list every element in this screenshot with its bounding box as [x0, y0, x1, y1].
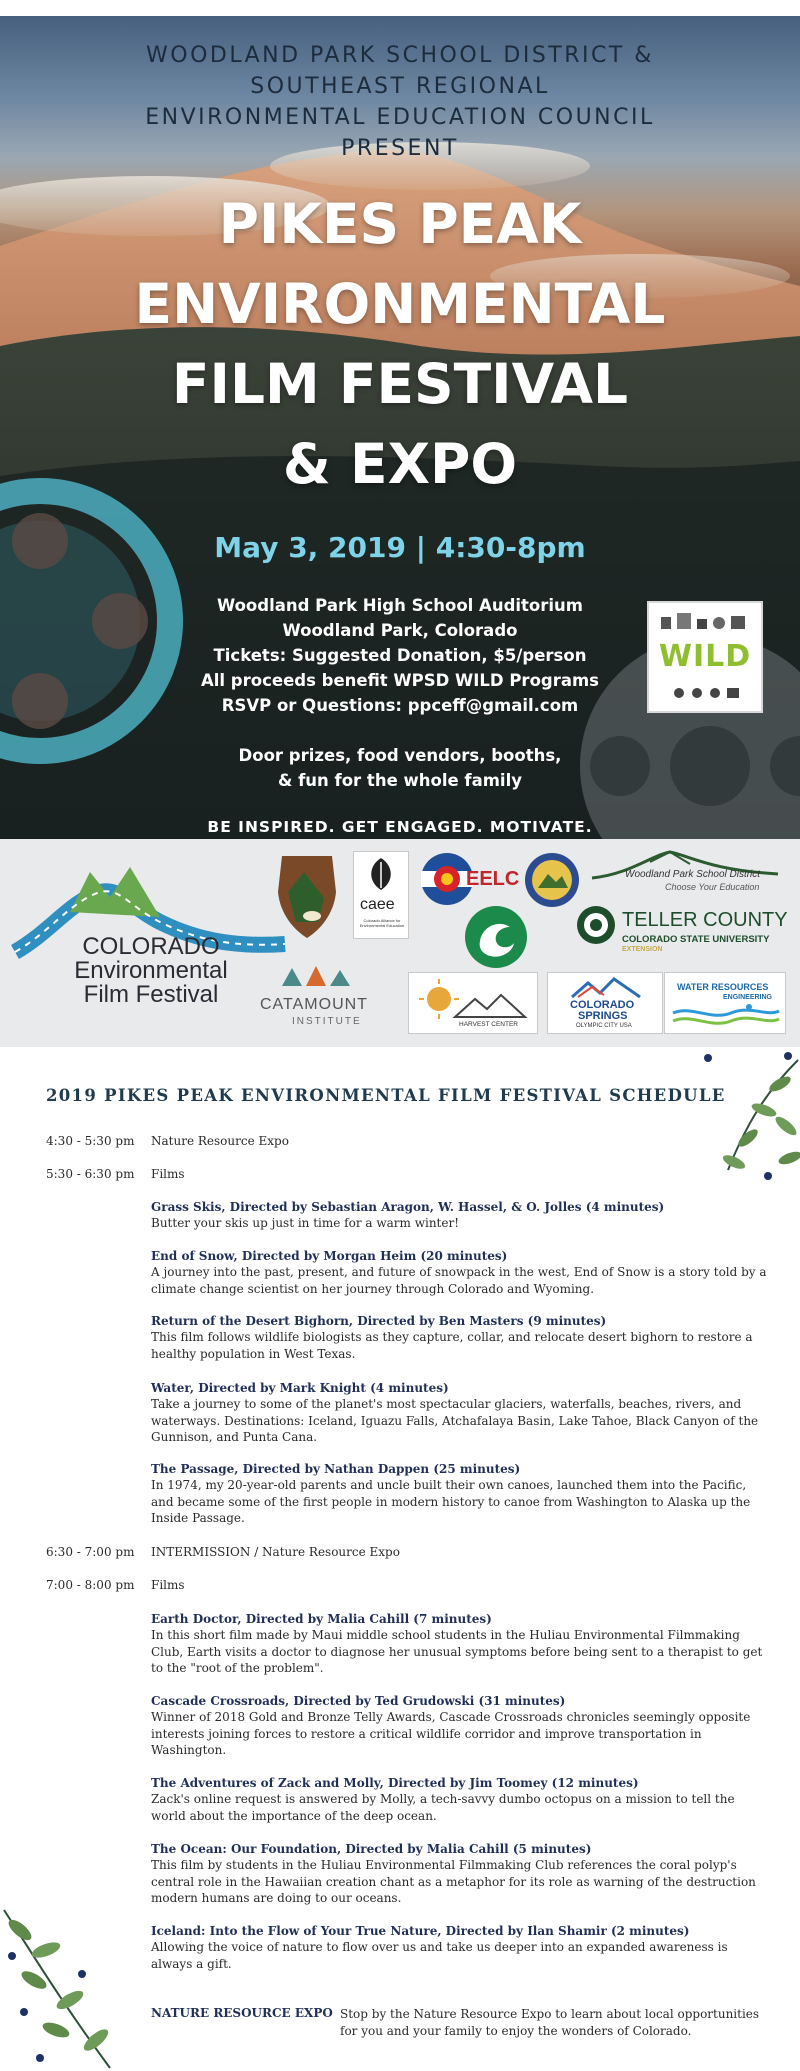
eelc-text: EELC [466, 868, 520, 890]
film-description: In 1974, my 20-year-old parents and uncle built their own canoes, launched them into the Pacific, and became some of the first people in modern history to canoe from Washington to Alaska up the Inside Passage. [151, 1478, 751, 1525]
csu-ram-icon [576, 905, 616, 945]
extras-line: Door prizes, food vendors, booths, [238, 746, 562, 765]
event-info [160, 593, 640, 718]
colorado-wild-badge-icon [524, 852, 580, 908]
springs-title: COLORADO [570, 999, 635, 1011]
wpsd-subtext: Choose Your Education [665, 882, 760, 892]
slot-activity: Films [151, 1578, 185, 1592]
presenter-line: ENVIRONMENTAL EDUCATION COUNCIL [145, 105, 655, 130]
rsvp-contact[interactable]: RSVP or Questions: ppceff@gmail.com [221, 696, 579, 715]
hero-banner [0, 16, 800, 839]
top-margin [0, 0, 800, 16]
film-entry [151, 1248, 771, 1297]
catamount-sub: INSTITUTE [292, 1016, 362, 1027]
film-title: Iceland: Into the Flow of Your True Nature, Directed by Ilan Shamir (2 minutes) [151, 1924, 690, 1938]
film-description: A journey into the past, present, and future of snowpack in the west, End of Snow is a story told by a climate change scientist on her journey through Colorado and Wyoming. [151, 1265, 767, 1296]
film-description: This film follows wildlife biologists as they capture, collar, and relocate desert bighorn to restore a healthy population in West Texas. [151, 1330, 753, 1361]
proceeds: All proceeds benefit WPSD WILD Programs [200, 671, 600, 690]
location: Woodland Park, Colorado [282, 621, 518, 640]
caee-text: caee [360, 896, 395, 913]
nps-arrowhead-icon [274, 852, 340, 940]
water-resources-title: WATER RESOURCES [677, 982, 769, 992]
presenter-line: WOODLAND PARK SCHOOL DISTRICT & [146, 43, 654, 68]
springs-subtitle: OLYMPIC CITY USA [576, 1023, 632, 1029]
slot-time: 5:30 - 6:30 pm [46, 1167, 135, 1181]
colorado-springs-logo [547, 972, 663, 1034]
film-title: Grass Skis, Directed by Sebastian Aragon, W. Hassel, & O. Jolles (4 minutes) [151, 1200, 665, 1214]
film-description: Zack's online request is answered by Molly, a tech-savvy dumbo octopus on a mission to tell the world about the importance of the deep ocean. [151, 1792, 735, 1823]
water-resources-logo [664, 972, 786, 1034]
expo-description: Stop by the Nature Resource Expo to learn about local opportunities for you and your family to enjoy the wonders of Colorado. [340, 2007, 760, 2038]
water-waves-icon [671, 1003, 781, 1029]
film-description: This film by students in the Huliau Environmental Filmmaking Club references the coral polyp's central role in the Hawaiian creation chant as a metaphor for its role as warning of the destruction modern humans are doing to our oceans. [151, 1858, 756, 1905]
tickets: Tickets: Suggested Donation, $5/person [213, 646, 587, 665]
ceff-line: Environmental [74, 957, 228, 984]
wild-logo-footer-icon [671, 685, 743, 701]
teller-county-sub2: EXTENSION [622, 946, 663, 953]
film-title: End of Snow, Directed by Morgan Heim (20 minutes) [151, 1249, 508, 1263]
title-line: & EXPO [282, 432, 518, 496]
title-line: PIKES PEAK [218, 192, 582, 256]
slot-activity: INTERMISSION / Nature Resource Expo [151, 1545, 400, 1559]
film-description: Winner of 2018 Gold and Bronze Telly Awards, Cascade Crossroads chronicles seemingly opposite interests joining forces to restore a critical wildlife corridor and improve transportation in Washington. [151, 1710, 751, 1757]
leaf-branch-top-right-icon [668, 1050, 800, 1190]
expo-label: NATURE RESOURCE EXPO [151, 2006, 333, 2020]
presenter-line: PRESENT [341, 136, 459, 161]
caee-logo [353, 851, 409, 939]
wild-logo [647, 601, 763, 713]
film-entry [151, 1841, 771, 1907]
wpsd-text: Woodland Park School District [625, 869, 761, 880]
teller-county-title: TELLER COUNTY [622, 909, 788, 931]
venue: Woodland Park High School Auditorium [216, 596, 583, 615]
film-description: Butter your skis up just in time for a warm winter! [151, 1216, 460, 1230]
film-entry [151, 1923, 771, 1972]
harvest-sun-icon [415, 977, 533, 1021]
title-line: FILM FESTIVAL [171, 352, 629, 416]
slot-activity: Nature Resource Expo [151, 1134, 289, 1148]
film-description: Allowing the voice of nature to flow over us and take us deeper into an expanded awareness is always a gift. [151, 1940, 728, 1971]
green-swirl-logo-icon [464, 905, 528, 969]
film-title: The Passage, Directed by Nathan Dappen (25 minutes) [151, 1462, 521, 1476]
ceff-line: Film Festival [83, 981, 219, 1008]
film-entry [151, 1380, 771, 1446]
date-time: May 3, 2019 | 4:30-8pm [214, 531, 586, 564]
film-title: Water, Directed by Mark Knight (4 minutes) [151, 1381, 449, 1395]
film-entry [151, 1693, 771, 1759]
teller-county-sub1: COLORADO STATE UNIVERSITY [622, 934, 770, 945]
presenter-text [0, 40, 800, 164]
springs-peaks-icon [570, 977, 642, 999]
wild-logo-text: WILD [658, 639, 752, 674]
slot-activity: Films [151, 1167, 185, 1181]
slot-time: 4:30 - 5:30 pm [46, 1134, 135, 1148]
film-entry [151, 1611, 771, 1677]
ceff-line: COLORADO [82, 933, 220, 960]
water-resources-sub: ENGINEERING [723, 994, 773, 1001]
film-description: Take a journey to some of the planet's most spectacular glaciers, waterfalls, beaches, rivers, and waterways. Destinations: Iceland, Iguazu Falls, Atchafalaya Basin, Lake Tahoe, Black Canyon of the Gunnison, and Punta Cana. [151, 1397, 759, 1444]
caee-subtext: Colorado Alliance for Environmental Education [359, 918, 405, 928]
slot-time: 6:30 - 7:00 pm [46, 1545, 135, 1559]
wild-logo-icons-icon [659, 611, 751, 633]
leaf-branch-bottom-left-icon [0, 1890, 150, 2071]
film-entry [151, 1199, 771, 1232]
film-entry [151, 1775, 771, 1824]
extras-line: & fun for the whole family [277, 771, 522, 790]
ceff-logo-text [36, 935, 266, 1007]
film-entry [151, 1313, 771, 1362]
event-extras [160, 743, 640, 793]
film-title: Earth Doctor, Directed by Malia Cahill (7 minutes) [151, 1612, 492, 1626]
film-description: In this short film made by Maui middle school students in the Huliau Environmental Filmmaking Club, Earth visits a doctor to diagnose her unusual symptoms before being sent to a therapist to get to the "root of the problem". [151, 1628, 763, 1675]
slot-time: 7:00 - 8:00 pm [46, 1578, 135, 1592]
schedule-title: 2019 PIKES PEAK ENVIRONMENTAL FILM FESTIVAL SCHEDULE [46, 1086, 726, 1105]
title-line: ENVIRONMENTAL [134, 272, 666, 336]
harvest-center-text: HARVEST CENTER [459, 1021, 518, 1028]
caee-leaf-icon [366, 856, 396, 892]
film-title: The Adventures of Zack and Molly, Directed by Jim Toomey (12 minutes) [151, 1776, 639, 1790]
film-title: The Ocean: Our Foundation, Directed by Malia Cahill (5 minutes) [151, 1842, 592, 1856]
harvest-center-logo [408, 972, 538, 1034]
springs-title2: SPRINGS [578, 1010, 628, 1022]
catamount-title: CATAMOUNT [260, 996, 368, 1013]
tagline: BE INSPIRED. GET ENGAGED. MOTIVATE. [207, 818, 593, 836]
festival-title [0, 184, 800, 504]
film-title: Return of the Desert Bighorn, Directed by Ben Masters (9 minutes) [151, 1314, 607, 1328]
film-entry [151, 1461, 771, 1527]
presenter-line: SOUTHEAST REGIONAL [250, 74, 550, 99]
film-title: Cascade Crossroads, Directed by Ted Grudowski (31 minutes) [151, 1694, 566, 1708]
catamount-peaks-icon [280, 964, 352, 988]
